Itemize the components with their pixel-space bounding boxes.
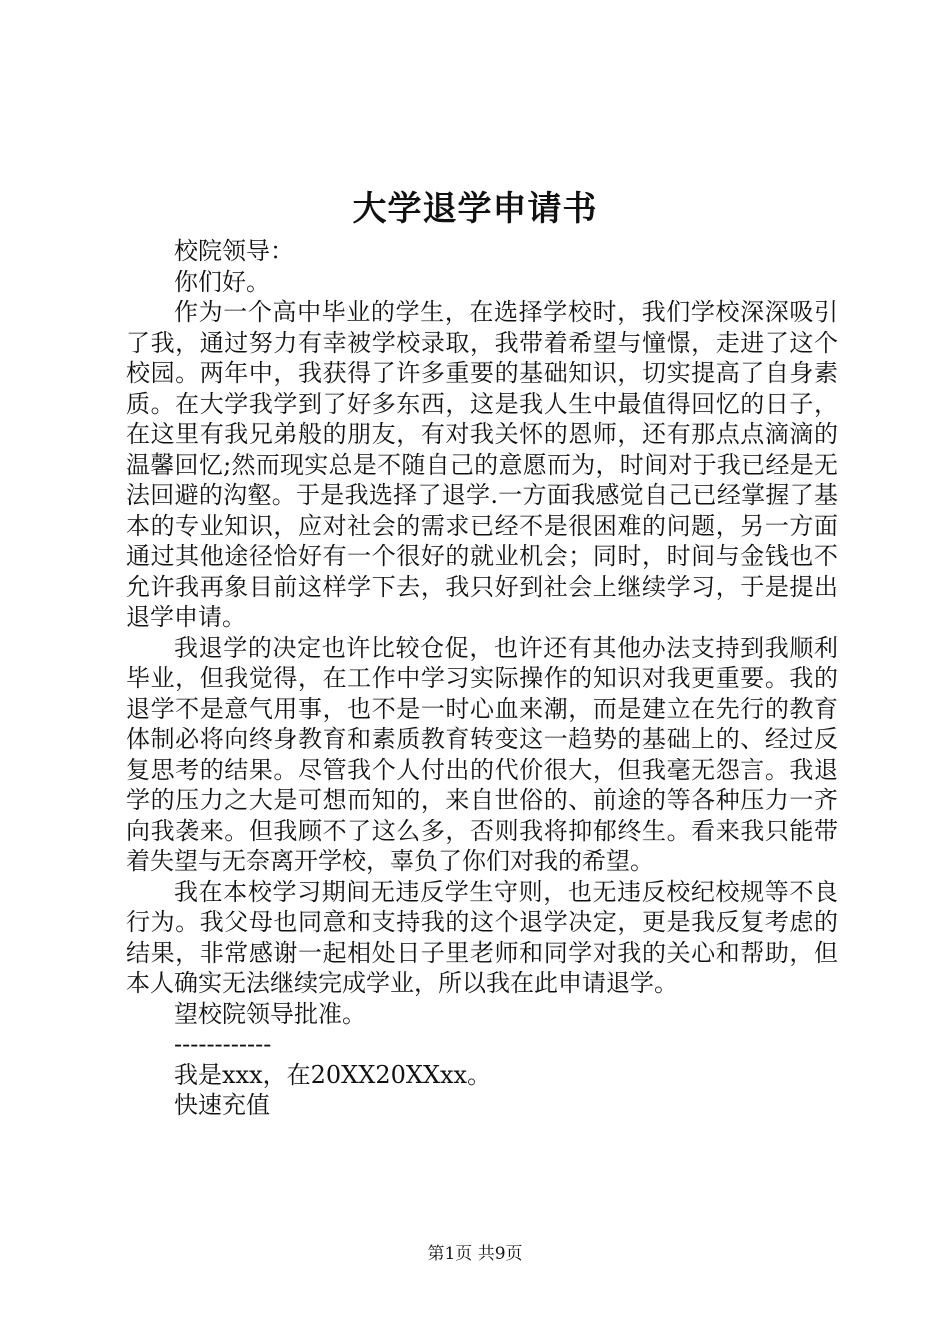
paragraph-3: 我在本校学习期间无违反学生守则，也无违反校纪校规等不良行为。我父母也同意和支持我的这个退学决定，更是我反复考虑的结果，非常感谢一起相处日子里老师和同学对我的关心和帮助，但本人确实无法继续完成学业，所以我在此申请退学。 — [126, 877, 838, 997]
separator-line: ------------ — [174, 1030, 272, 1058]
document-title: 大学退学申请书 — [352, 189, 598, 229]
paragraph-2: 我退学的决定也许比较仓促，也许还有其他办法支持到我顺利毕业，但我觉得，在工作中学习实际操作的知识对我更重要。我的退学不是意气用事，也不是一时心血来潮，而是建立在先行的教育体制必将向终身教育和素质教育转变这一趋势的基础上的、经过反复思考的结果。尽管我个人付出的代价很大，但我毫无怨言。我退学的压力之大是可想而知的，来自世俗的、前途的等各种压力一齐向我袭来。但我顾不了这么多，否则我将抑郁终生。看来我只能带着失望与无奈离开学校，辜负了你们对我的希望。 — [126, 633, 838, 875]
extra-line-2: 快速充值 — [174, 1091, 270, 1119]
document-body — [126, 236, 838, 1121]
page-footer: 第1页 共9页 — [427, 1244, 523, 1264]
closing-line: 望校院领导批准。 — [174, 999, 366, 1028]
extra-line-1: 我是xxx，在20XX20XXxx。 — [174, 1060, 492, 1089]
greeting: 你们好。 — [174, 267, 270, 296]
salutation: 校院领导： — [174, 237, 294, 265]
paragraph-1: 作为一个高中毕业的学生，在选择学校时，我们学校深深吸引了我，通过努力有幸被学校录取，我带着希望与憧憬，走进了这个校园。两年中，我获得了许多重要的基础知识，切实提高了自身素质。在大学我学到了好多东西，这是我人生中最值得回忆的日子，在这里有我兄弟般的朋友，有对我关怀的恩师，还有那点点滴滴的温馨回忆;然而现实总是不随自己的意愿而为，时间对于我已经是无法回避的沟壑。于是我选择了退学.一方面我感觉自己已经掌握了基本的专业知识，应对社会的需求已经不是很困难的问题，另一方面通过其他途径恰好有一个很好的就业机会；同时，时间与金钱也不允许我再象目前这样学下去，我只好到社会上继续学习，于是提出退学申请。 — [126, 298, 838, 631]
